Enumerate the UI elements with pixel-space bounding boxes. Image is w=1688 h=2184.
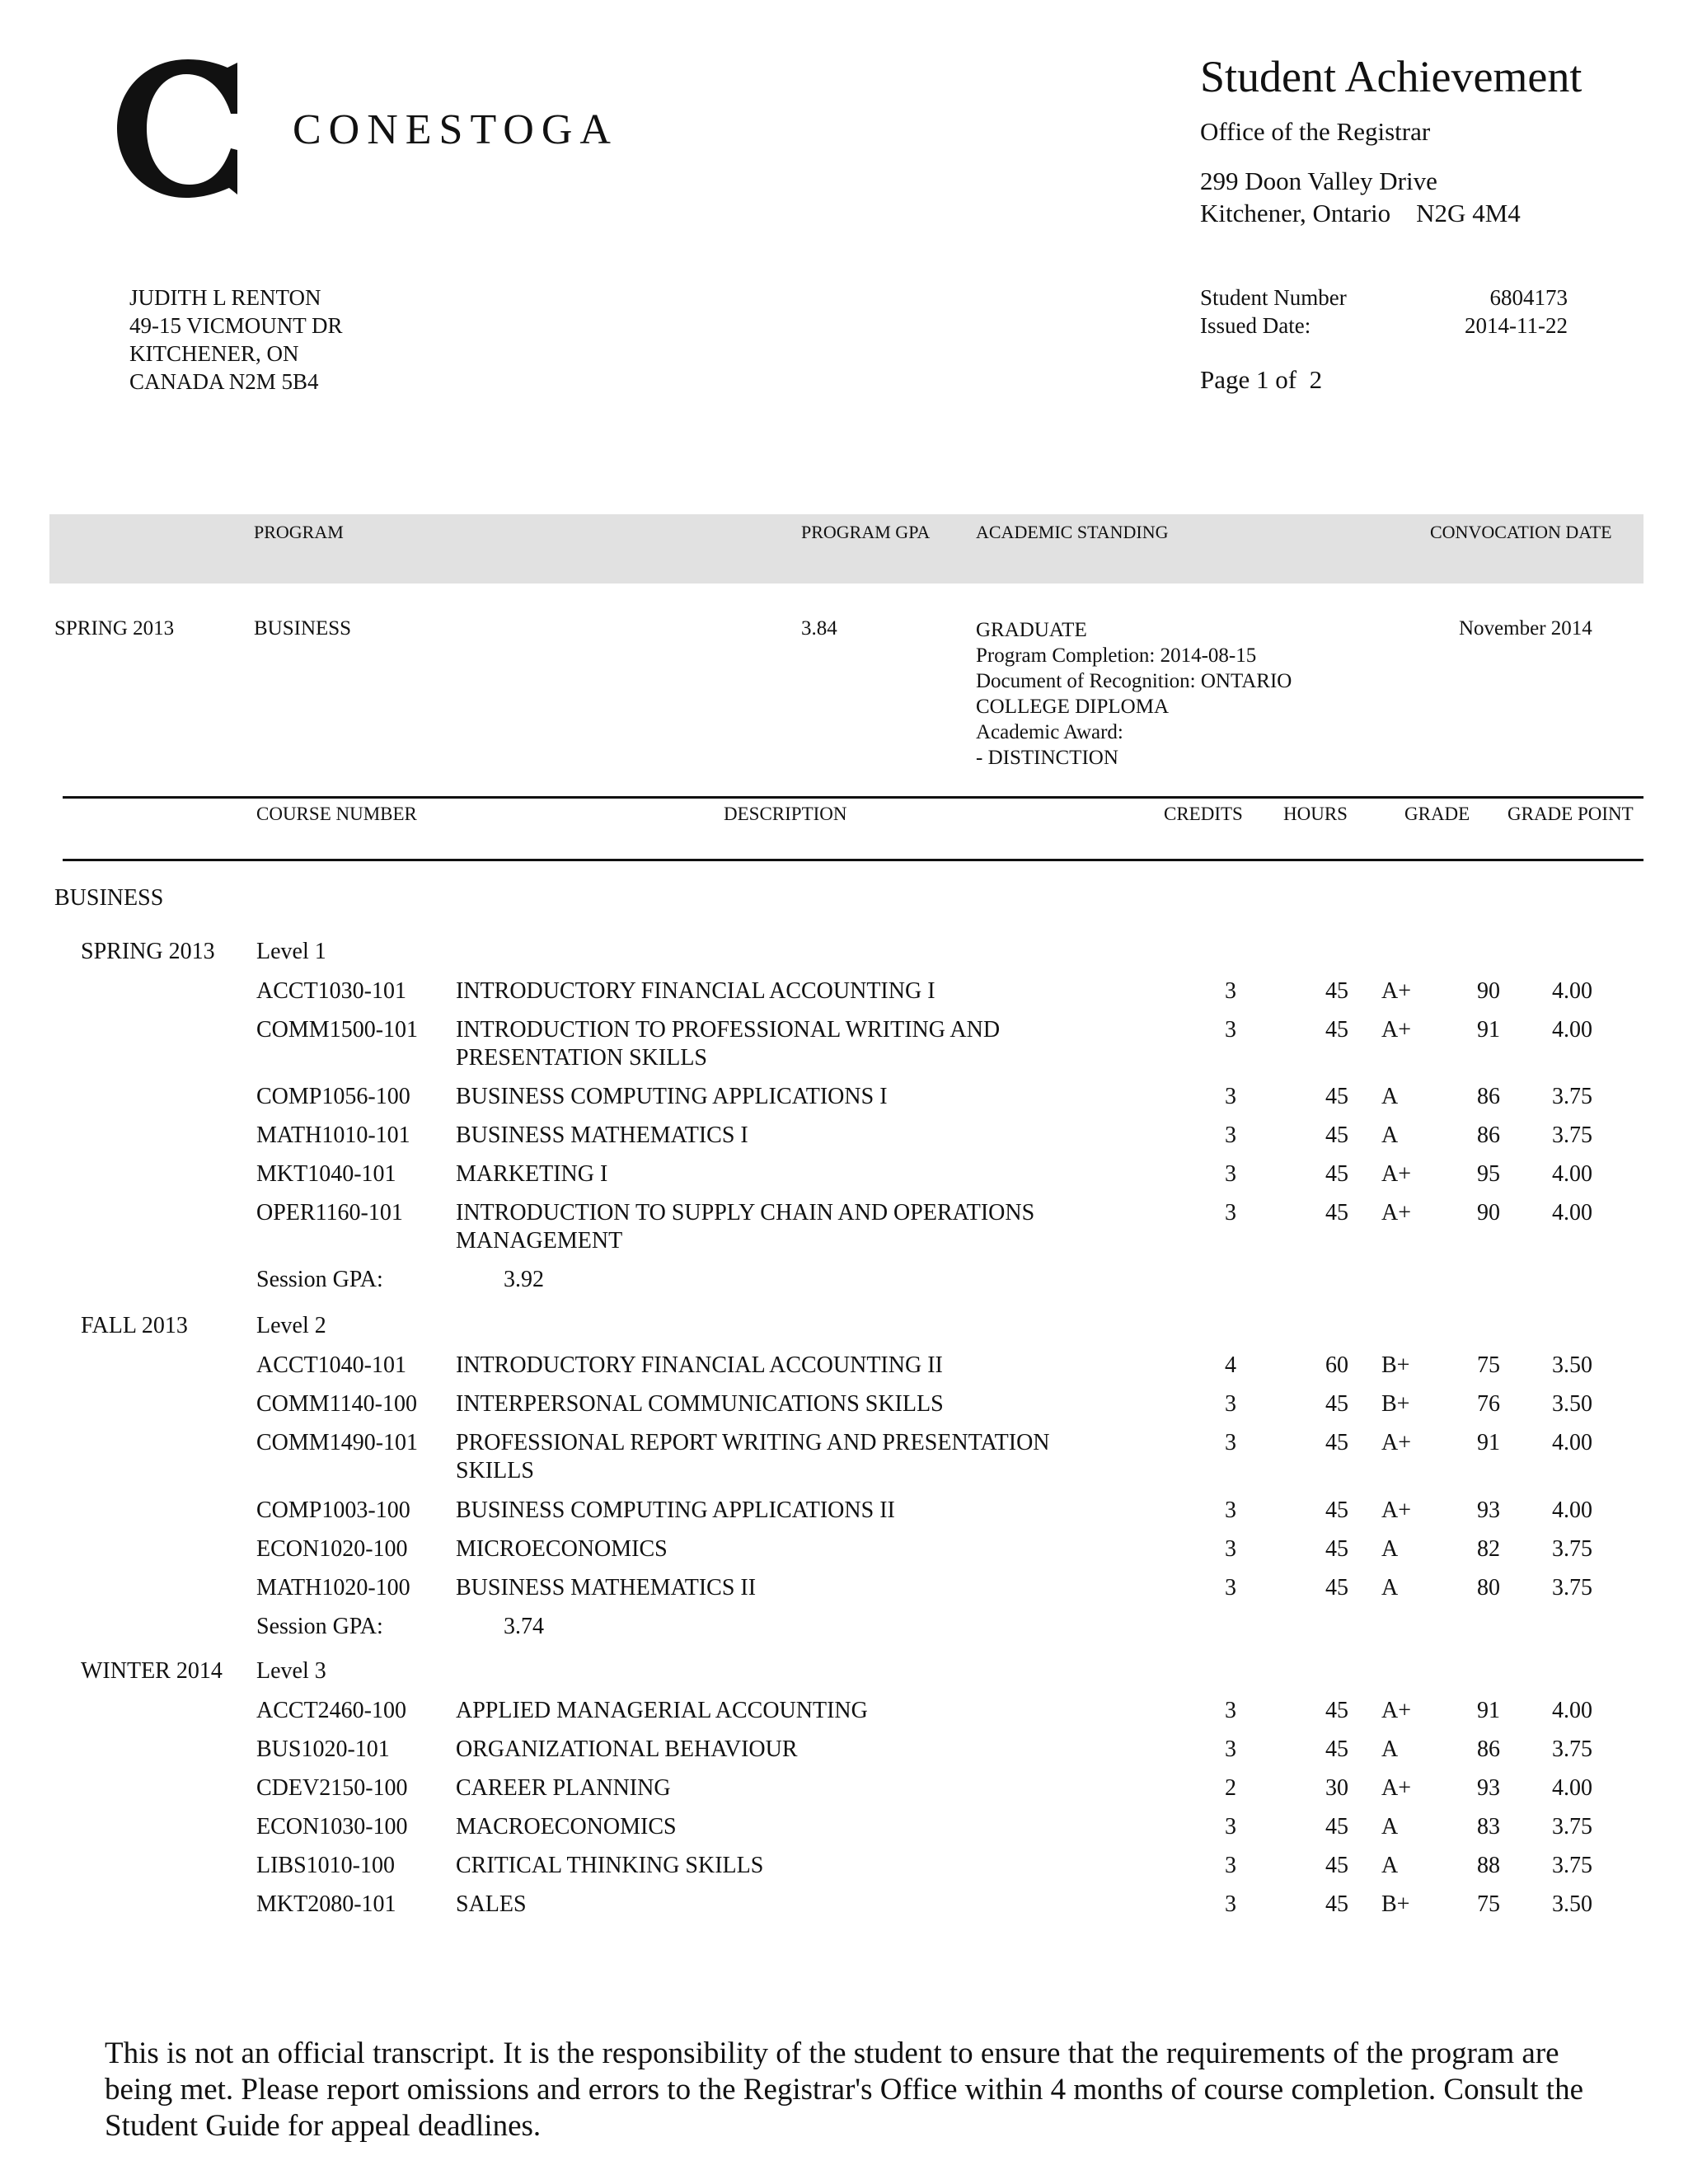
hours-column-header: HOURS [1283,804,1348,824]
course-hours: 45 [1325,1575,1348,1601]
course-grade: A [1381,1122,1399,1148]
course-description: INTRODUCTORY FINANCIAL ACCOUNTING I [456,978,935,1004]
course-grade-point: 4.00 [1552,1430,1592,1455]
course-description: BUSINESS COMPUTING APPLICATIONS II [456,1497,895,1523]
course-mark: 83 [1477,1814,1500,1840]
course-code: CDEV2150-100 [256,1775,408,1801]
course-grade: A [1381,1853,1399,1878]
course-code: ACCT2460-100 [256,1698,406,1723]
course-grade: B+ [1381,1891,1410,1917]
course-mark: 90 [1477,978,1500,1004]
issued-date-label: Issued Date: [1200,313,1311,338]
course-description: MARKETING I [456,1161,608,1187]
session-gpa-label: Session GPA: [256,1267,383,1292]
course-description: INTRODUCTION TO SUPPLY CHAIN AND OPERATIONS MANAGEMENT [456,1200,1035,1254]
course-credits: 3 [1225,1430,1236,1455]
term-label: SPRING 2013 [81,939,215,964]
course-code: COMM1500-101 [256,1017,419,1043]
course-description: CAREER PLANNING [456,1775,671,1801]
course-mark: 75 [1477,1352,1500,1378]
term-label: FALL 2013 [81,1313,188,1338]
course-hours: 45 [1325,1017,1348,1043]
program-gpa: 3.84 [801,617,837,640]
logo-wordmark: CONESTOGA [293,106,618,153]
level-label: Level 2 [256,1313,326,1338]
course-credits: 3 [1225,1497,1236,1523]
course-mark: 86 [1477,1084,1500,1109]
course-grade-point: 3.50 [1552,1352,1592,1378]
course-code: MATH1020-100 [256,1575,410,1601]
course-grade-point: 3.50 [1552,1891,1592,1917]
program-gpa-column-header: PROGRAM GPA [801,522,931,542]
course-credits: 3 [1225,1814,1236,1840]
grade-point-column-header: GRADE POINT [1507,804,1634,824]
course-grade-point: 4.00 [1552,1775,1592,1801]
course-grade: A [1381,1536,1399,1562]
program-completion: Program Completion: 2014-08-15 [976,644,1257,667]
session-gpa-value: 3.92 [504,1267,544,1292]
course-code: ECON1020-100 [256,1536,408,1562]
course-mark: 82 [1477,1536,1500,1562]
conestoga-logo-mark [114,56,254,200]
academic-award: - DISTINCTION [976,747,1118,769]
page-title: Student Achievement [1200,52,1582,101]
course-code: MKT1040-101 [256,1161,396,1187]
course-grade: A [1381,1814,1399,1840]
course-credits: 3 [1225,1891,1236,1917]
description-column-header: DESCRIPTION [724,804,847,824]
course-grade-point: 4.00 [1552,1497,1592,1523]
course-description: ORGANIZATIONAL BEHAVIOUR [456,1736,798,1762]
term-label: WINTER 2014 [81,1658,223,1684]
course-description: PROFESSIONAL REPORT WRITING AND PRESENTATION SKILLS [456,1430,1050,1483]
course-mark: 80 [1477,1575,1500,1601]
course-code: COMM1490-101 [256,1430,419,1455]
course-number-column-header: COURSE NUMBER [256,804,417,824]
course-code: COMP1056-100 [256,1084,410,1109]
course-credits: 4 [1225,1352,1236,1378]
course-code: MATH1010-101 [256,1122,410,1148]
academic-standing [976,617,1355,771]
course-grade: B+ [1381,1391,1410,1417]
course-mark: 91 [1477,1698,1500,1723]
course-credits: 3 [1225,1017,1236,1043]
student-address-line3: CANADA N2M 5B4 [129,369,319,394]
course-mark: 93 [1477,1775,1500,1801]
course-description: INTERPERSONAL COMMUNICATIONS SKILLS [456,1391,944,1417]
course-hours: 45 [1325,1497,1348,1523]
academic-standing-column-header: ACADEMIC STANDING [976,522,1169,542]
course-hours: 60 [1325,1352,1348,1378]
level-label: Level 1 [256,939,326,964]
course-description: BUSINESS MATHEMATICS I [456,1122,748,1148]
course-grade-point: 4.00 [1552,1017,1592,1043]
course-hours: 45 [1325,1536,1348,1562]
session-gpa-label: Session GPA: [256,1614,383,1639]
course-grade: A+ [1381,1161,1412,1187]
course-grade: A [1381,1575,1399,1601]
course-mark: 88 [1477,1853,1500,1878]
registrar-street: 299 Doon Valley Drive [1200,166,1437,195]
course-mark: 86 [1477,1736,1500,1762]
course-credits: 3 [1225,1391,1236,1417]
course-mark: 91 [1477,1017,1500,1043]
course-code: OPER1160-101 [256,1200,403,1226]
course-grade: A+ [1381,1430,1412,1455]
course-mark: 91 [1477,1430,1500,1455]
course-code: ACCT1030-101 [256,978,406,1004]
course-hours: 45 [1325,1853,1348,1878]
course-description: BUSINESS MATHEMATICS II [456,1575,757,1601]
course-mark: 93 [1477,1497,1500,1523]
course-hours: 45 [1325,1200,1348,1226]
course-hours: 45 [1325,1161,1348,1187]
course-description: APPLIED MANAGERIAL ACCOUNTING [456,1698,868,1723]
course-description: MICROECONOMICS [456,1536,668,1562]
course-description: INTRODUCTORY FINANCIAL ACCOUNTING II [456,1352,943,1378]
course-mark: 90 [1477,1200,1500,1226]
program-term: SPRING 2013 [54,617,175,640]
course-description: SALES [456,1891,527,1917]
course-description: CRITICAL THINKING SKILLS [456,1853,764,1878]
grade-column-header: GRADE [1404,804,1470,824]
session-gpa-value: 3.74 [504,1614,544,1639]
course-code: BUS1020-101 [256,1736,390,1762]
course-code: COMP1003-100 [256,1497,410,1523]
course-hours: 45 [1325,1122,1348,1148]
course-hours: 45 [1325,978,1348,1004]
course-grade-point: 4.00 [1552,1161,1592,1187]
course-grade: A+ [1381,1775,1412,1801]
course-grade: A+ [1381,1200,1412,1226]
course-grade: A+ [1381,978,1412,1004]
course-credits: 3 [1225,1853,1236,1878]
table-header-rule [63,859,1643,861]
course-credits: 3 [1225,1698,1236,1723]
course-credits: 3 [1225,1200,1236,1226]
course-description: MACROECONOMICS [456,1814,677,1840]
course-grade-point: 3.75 [1552,1084,1592,1109]
course-code: LIBS1010-100 [256,1853,395,1878]
course-mark: 75 [1477,1891,1500,1917]
course-grade-point: 3.75 [1552,1575,1592,1601]
academic-award-label: Academic Award: [976,721,1123,743]
course-credits: 3 [1225,1575,1236,1601]
document-of-recognition: Document of Recognition: ONTARIO COLLEGE DIPLOMA [976,670,1292,718]
course-grade-point: 3.75 [1552,1122,1592,1148]
course-credits: 3 [1225,1084,1236,1109]
course-credits: 3 [1225,978,1236,1004]
course-credits: 2 [1225,1775,1236,1801]
standing-status: GRADUATE [976,619,1087,641]
disclaimer-note: This is not an official transcript. It is the responsibility of the student to ensure that the requirements of the program are being met. Please report omissions and errors to the Registrar's Office within 4 months of course completion. Consult the Student Guide for appeal deadlines. [105,2036,1583,2143]
student-number-label: Student Number [1200,285,1347,310]
course-credits: 3 [1225,1161,1236,1187]
course-grade-point: 3.75 [1552,1736,1592,1762]
program-column-header: PROGRAM [254,522,344,542]
course-mark: 95 [1477,1161,1500,1187]
convocation-date-column-header: CONVOCATION DATE [1430,522,1612,542]
course-grade: B+ [1381,1352,1410,1378]
course-hours: 45 [1325,1891,1348,1917]
course-mark: 86 [1477,1122,1500,1148]
credits-column-header: CREDITS [1164,804,1243,824]
registrar-city: Kitchener, Ontario N2G 4M4 [1200,199,1521,227]
course-hours: 45 [1325,1698,1348,1723]
course-description: BUSINESS COMPUTING APPLICATIONS I [456,1084,888,1109]
registrar-office: Office of the Registrar [1200,117,1431,146]
course-credits: 3 [1225,1536,1236,1562]
course-grade: A+ [1381,1497,1412,1523]
course-grade-point: 4.00 [1552,978,1592,1004]
course-credits: 3 [1225,1736,1236,1762]
level-label: Level 3 [256,1658,326,1684]
course-code: ECON1030-100 [256,1814,408,1840]
page-indicator: Page 1 of 2 [1200,365,1323,394]
course-credits: 3 [1225,1122,1236,1148]
course-hours: 30 [1325,1775,1348,1801]
course-hours: 45 [1325,1391,1348,1417]
table-top-rule [63,796,1643,799]
course-grade: A+ [1381,1017,1412,1043]
course-grade: A+ [1381,1698,1412,1723]
course-grade-point: 3.75 [1552,1853,1592,1878]
course-grade-point: 4.00 [1552,1698,1592,1723]
course-hours: 45 [1325,1814,1348,1840]
course-code: COMM1140-100 [256,1391,417,1417]
course-grade-point: 4.00 [1552,1200,1592,1226]
program-name: BUSINESS [254,617,352,640]
student-name: JUDITH L RENTON [129,285,321,310]
course-grade: A [1381,1084,1399,1109]
course-description: INTRODUCTION TO PROFESSIONAL WRITING AND PRESENTATION SKILLS [456,1017,1001,1071]
course-grade-point: 3.50 [1552,1391,1592,1417]
course-code: MKT2080-101 [256,1891,396,1917]
student-address-line1: 49-15 VICMOUNT DR [129,313,343,338]
course-code: ACCT1040-101 [256,1352,406,1378]
course-hours: 45 [1325,1736,1348,1762]
student-number: 6804173 [1489,285,1568,310]
convocation-date: November 2014 [1459,617,1592,640]
course-mark: 76 [1477,1391,1500,1417]
section-title: BUSINESS [54,885,164,911]
course-grade: A [1381,1736,1399,1762]
issued-date: 2014-11-22 [1465,313,1568,338]
course-hours: 45 [1325,1430,1348,1455]
course-hours: 45 [1325,1084,1348,1109]
student-address-line2: KITCHENER, ON [129,341,299,366]
course-grade-point: 3.75 [1552,1536,1592,1562]
course-grade-point: 3.75 [1552,1814,1592,1840]
